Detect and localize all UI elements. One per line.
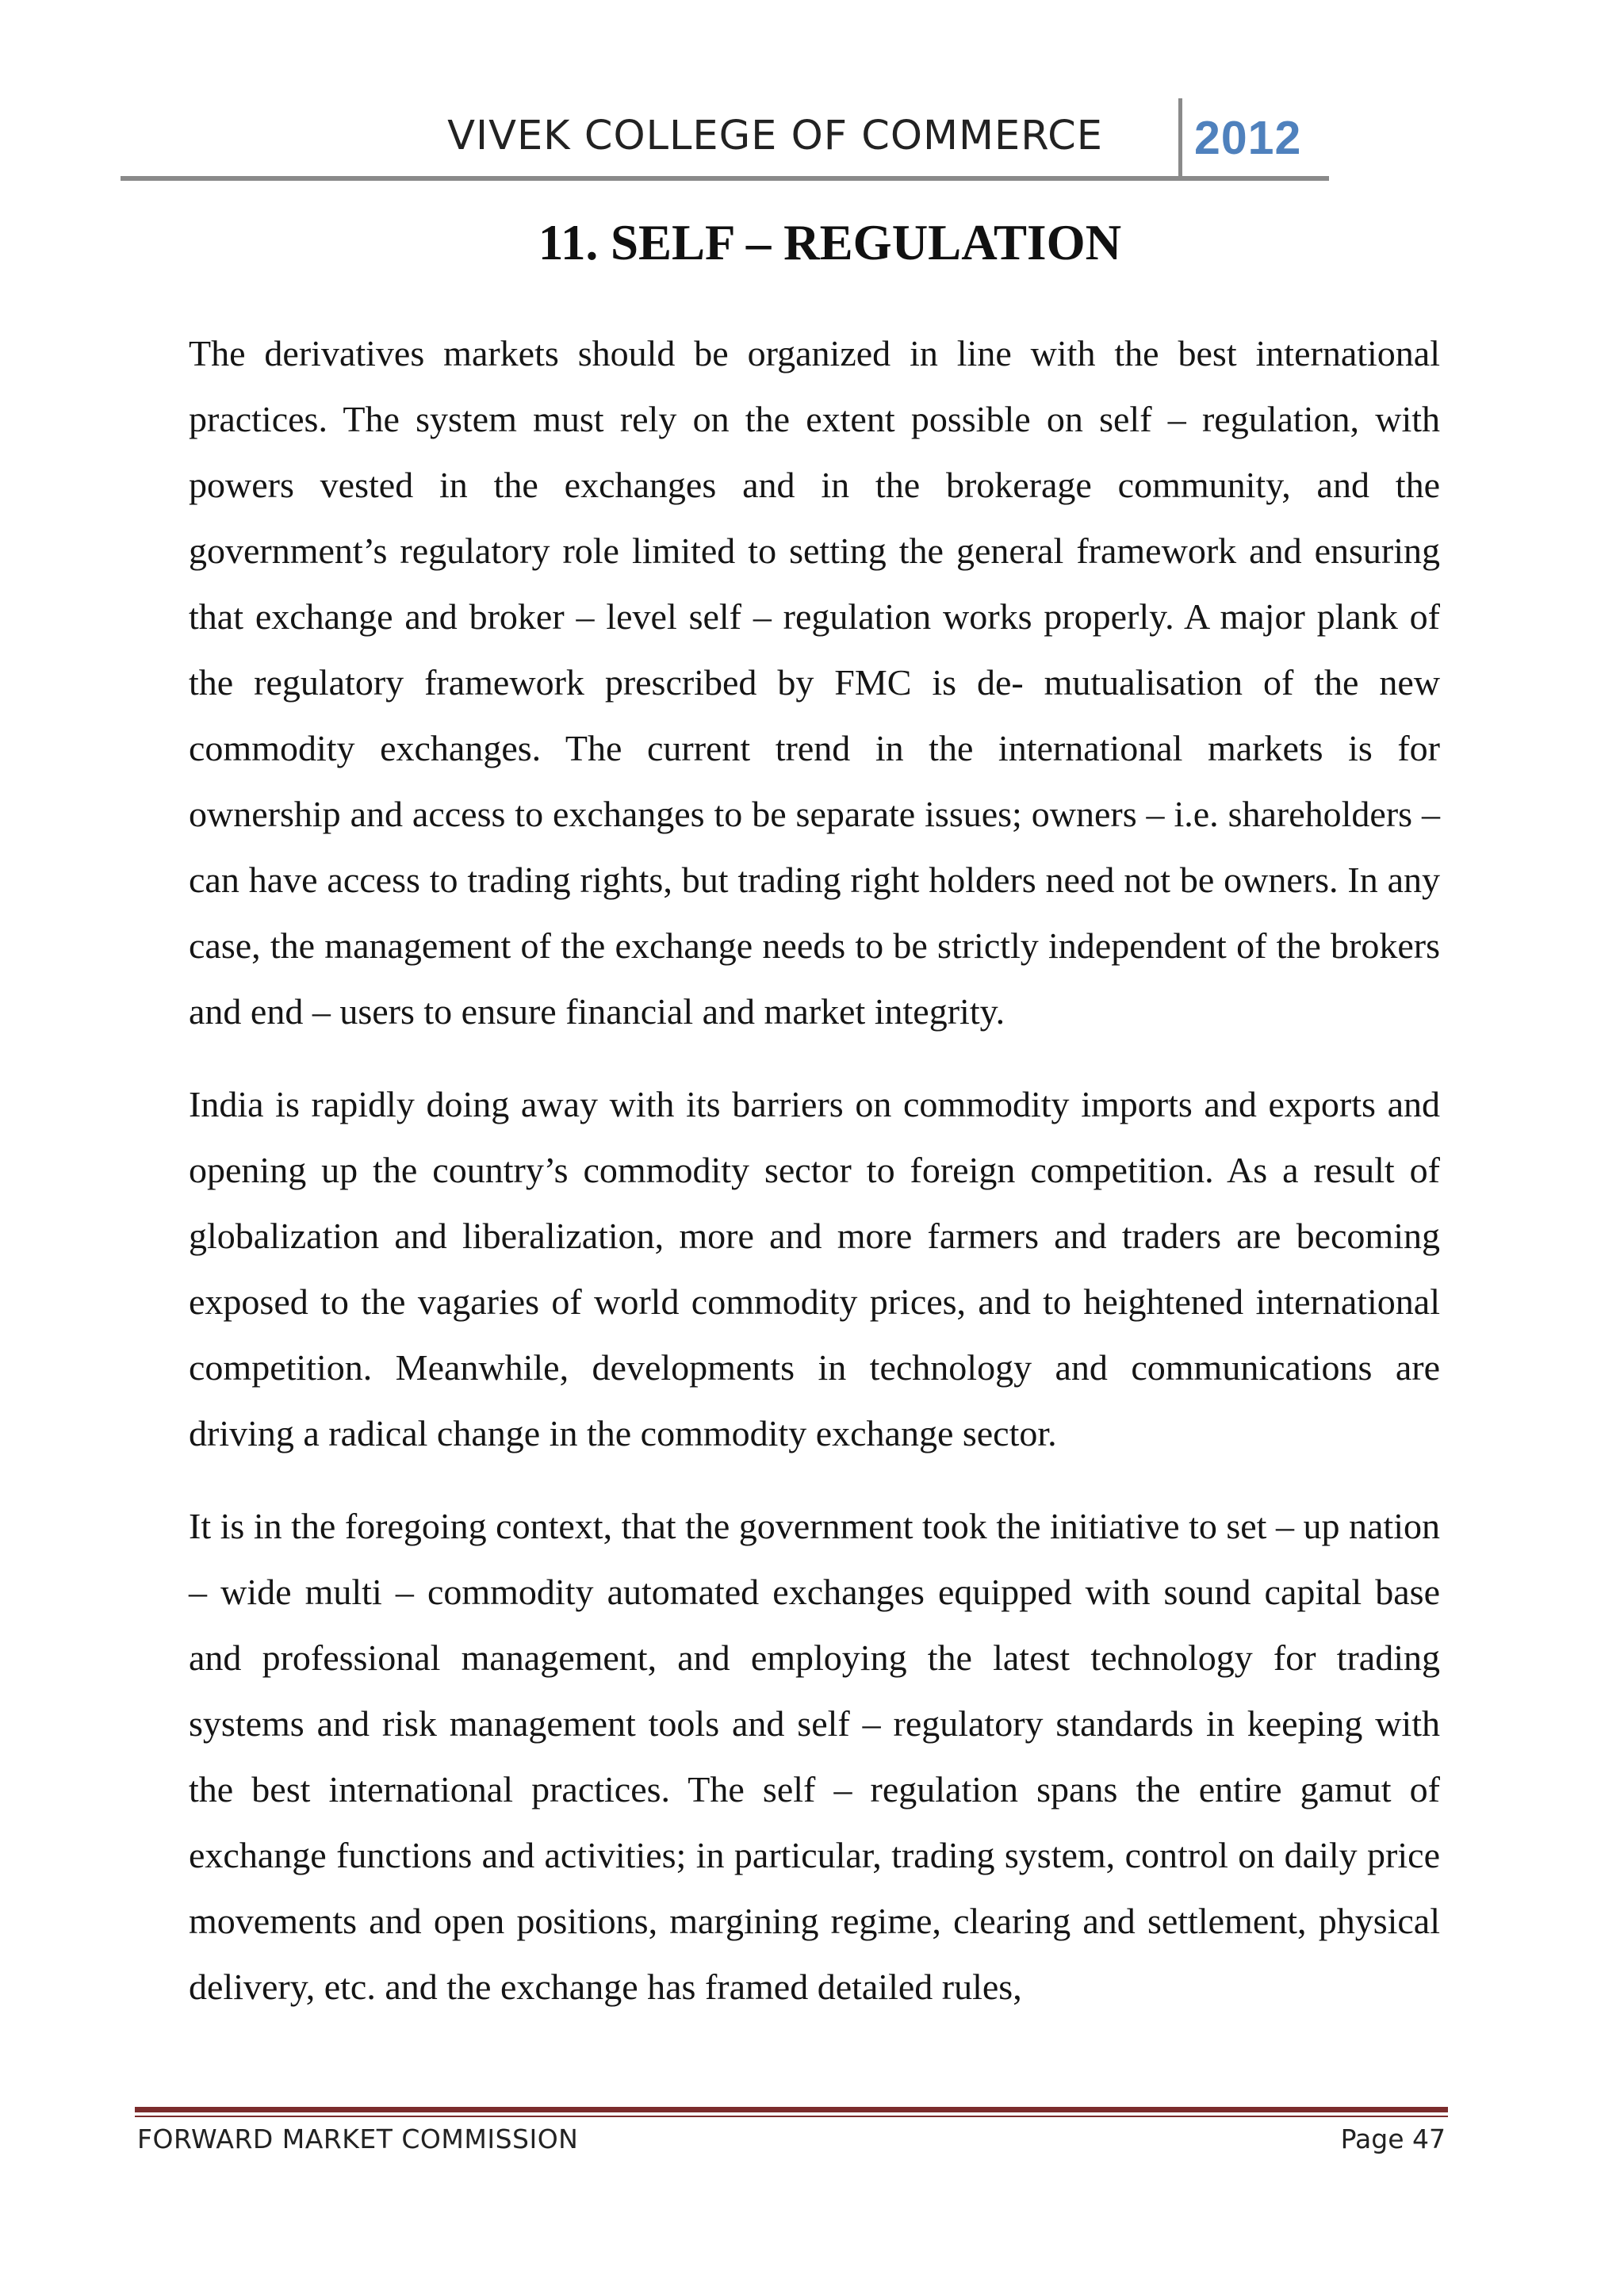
header-rule (121, 176, 1329, 181)
header-title: VIVEK COLLEGE OF COMMERCE (447, 113, 1103, 159)
footer-rule-thin (135, 2116, 1448, 2117)
header-year: 2012 (1194, 112, 1302, 164)
page-number: Page 47 (1340, 2124, 1446, 2154)
page-header (121, 98, 1329, 178)
paragraph-3: It is in the foregoing context, that the government took the initiative to set – up nation – wide multi – commodity automated exchanges equipped with sound capital base and professional management, and employing the latest technology for trading systems and risk management tools and self – regulatory standards in keeping with the best international practices. The self – regulation spans the entire gamut of exchange functions and activities; in particular, trading system, control on daily price movements and open positions, margining regime, clearing and settlement, physical delivery, etc. and the exchange has framed detailed rules, (189, 1506, 1440, 2007)
paragraph-2: India is rapidly doing away with its barriers on commodity imports and exports and opening up the country’s commodity sector to foreign competition. As a result of globalization and liberalization, more and more farmers and traders are becoming exposed to the vagaries of world commodity prices, and to heightened international competition. Meanwhile, developments in technology and communications are driving a radical change in the commodity exchange sector. (189, 1084, 1440, 1453)
chapter-title (0, 214, 1624, 272)
paragraph-1: The derivatives markets should be organized in line with the best international practices. The system must rely on the extent possible on self – regulation, with powers vested in the exchanges and in the brokerage community, and the government’s regulatory role limited to setting the general framework and ensuring that exchange and broker – level self – regulation works properly. A major plank of the regulatory framework prescribed by FMC is de- mutualisation of the new commodity exchanges. The current trend in the international markets is for ownership and access to exchanges to be separate issues; owners – i.e. shareholders – can have access to trading rights, but trading right holders need not be owners. In any case, the management of the exchange needs to be strictly independent of the brokers and end – users to ensure financial and market integrity. (189, 333, 1440, 1032)
footer-title: FORWARD MARKET COMMISSION (137, 2124, 579, 2154)
footer-rule-thick (135, 2107, 1448, 2112)
body-content (189, 320, 1440, 2047)
header-divider (1178, 98, 1182, 178)
chapter-title-text: 11. SELF – REGULATION (538, 215, 1122, 270)
